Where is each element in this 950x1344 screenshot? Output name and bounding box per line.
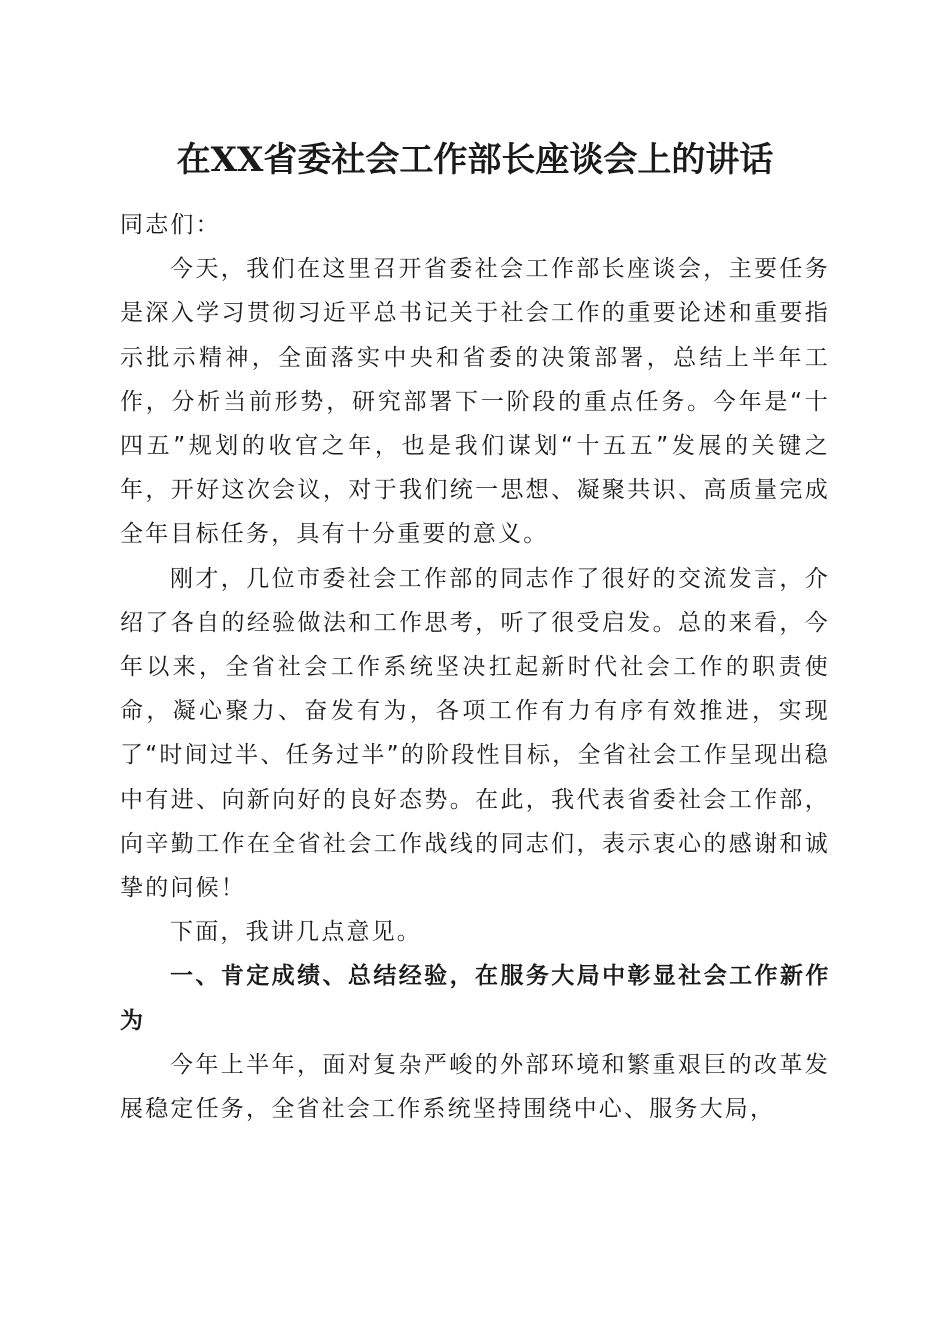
paragraph-review: 刚才，几位市委社会工作部的同志作了很好的交流发言，介绍了各自的经验做法和工作思考，听了很受启发。总的来看，今年以来，全省社会工作系统坚决扛起新时代社会工作的职责使命，凝心聚力、奋发有为，各项工作有力有序有效推进，实现了“时间过半、任务过半”的阶段性目标，全省社会工作呈现出稳中有进、向新向好的良好态势。在此，我代表省委社会工作部，向辛勤工作在全省社会工作战线的同志们，表示衷心的感谢和诚挚的问候！ [120,565,830,902]
paragraph-transition: 下面，我讲几点意见。 [170,919,422,946]
salutation: 同志们： [120,212,221,238]
paragraph-section-1: 今年上半年，面对复杂严峻的外部环境和繁重艰巨的改革发展稳定任务，全省社会工作系统坚持围绕中心、服务大局， [120,1051,830,1123]
paragraph-opening: 今天，我们在这里召开省委社会工作部长座谈会，主要任务是深入学习贯彻习近平总书记关于社会工作的重要论述和重要指示批示精神，全面落实中央和省委的决策部署，总结上半年工作，分析当前形势，研究部署下一阶段的重点任务。今年是“十四五”规划的收官之年，也是我们谋划“十五五”发展的关键之年，开好这次会议，对于我们统一思想、凝聚共识、高质量完成全年目标任务，具有十分重要的意义。 [120,256,830,548]
document-body [120,203,830,1131]
section-heading: 一、肯定成绩、总结经验，在服务大局中彰显社会工作新作为 [120,963,830,1034]
document-title: 在XX省委社会工作部长座谈会上的讲话 [176,140,774,180]
document-page [120,0,830,1344]
